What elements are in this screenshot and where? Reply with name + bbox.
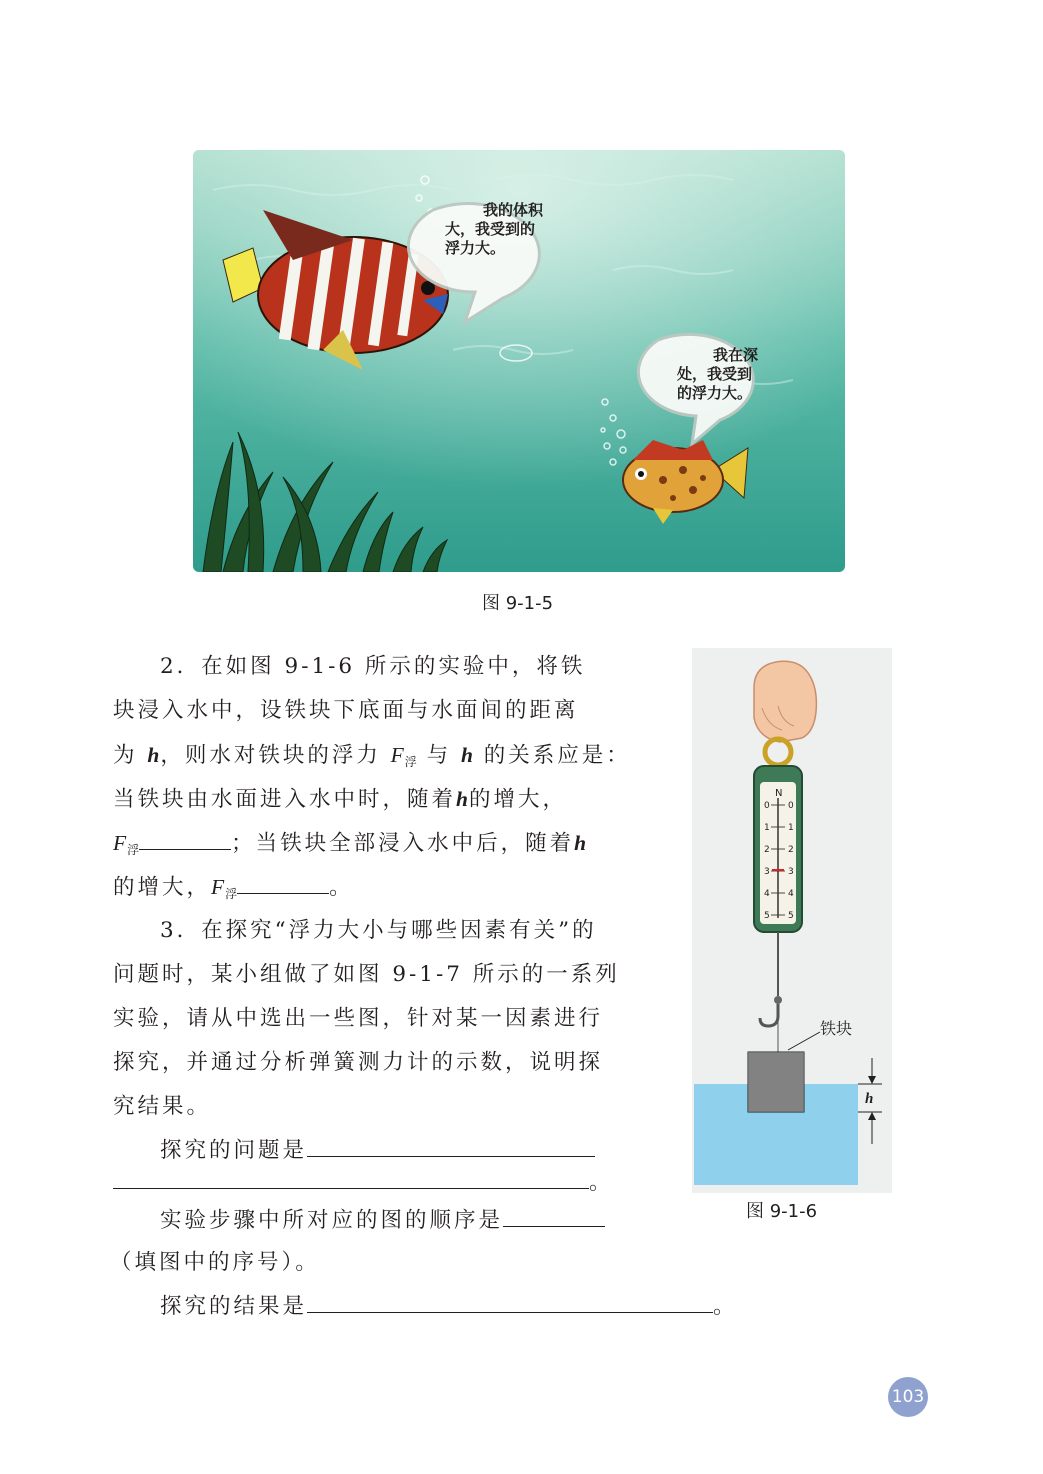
q2-line2: 块浸入水中，设铁块下底面与水面间的距离: [113, 698, 579, 723]
q3-problem-cont: 。: [113, 1161, 614, 1205]
figure-9-1-5-caption: 图 9-1-5: [482, 593, 554, 614]
figure-9-1-5-illustration: [193, 150, 845, 572]
scale-tick-label: 4: [788, 889, 794, 899]
q3-problem-blank-2[interactable]: [113, 1166, 589, 1189]
q2-answer-blank-2[interactable]: [237, 871, 329, 894]
page-number-badge: 103: [888, 1377, 928, 1417]
q3-line5: 究结果。: [113, 1094, 212, 1119]
scale-tick-label: 3: [764, 867, 770, 877]
q3-problem-blank[interactable]: [307, 1134, 595, 1157]
bubble2-line3: 的浮力大。: [677, 384, 753, 402]
h-label: h: [865, 1091, 874, 1107]
scale-tick-label: 5: [764, 911, 770, 921]
q2-line3: 为 h，则水对铁块的浮力 $F_浮$ 与 h 的关系应是：: [113, 743, 631, 769]
scale-tick-label: 1: [764, 823, 770, 833]
q2-line4: 当铁块由水面进入水中时，随着h的增大，: [113, 787, 567, 812]
iron-block-label: 铁块: [820, 1019, 853, 1038]
q2-line5: $F_浮$ ；当铁块全部浸入水中后，随着h: [113, 821, 587, 872]
scale-tick-label: 4: [764, 889, 770, 899]
scale-tick-label: 5: [788, 911, 794, 921]
scale-tick-label: 2: [764, 845, 770, 855]
q2-answer-blank-1[interactable]: [139, 827, 231, 850]
scale-tick-label: 0: [764, 801, 770, 811]
q3-result: 探究的结果是 。: [160, 1285, 738, 1329]
scale-unit: N: [775, 788, 783, 799]
figure-9-1-6-caption: 图 9-1-6: [746, 1201, 818, 1222]
scale-tick-label: 1: [788, 823, 794, 833]
q3-result-blank[interactable]: [307, 1290, 713, 1313]
figure-9-1-6-illustration: [692, 648, 892, 1193]
scale-tick-label: 2: [788, 845, 794, 855]
q3-problem: 探究的问题是: [160, 1129, 595, 1173]
q2-line6: 的增大，$F_浮$ 。: [113, 865, 354, 916]
bubble1-line1: 我的体积: [483, 201, 544, 219]
bubble2-line2: 处，我受到: [677, 365, 753, 383]
q3-order-note: （填图中的序号）。: [110, 1250, 320, 1275]
bubble2-line1: 我在深: [713, 346, 759, 364]
bubble1-line3: 浮力大。: [445, 239, 506, 257]
bubble1-line2: 大，我受到的: [445, 220, 536, 238]
q3-line1: 3．在探究“浮力大小与哪些因素有关”的: [160, 918, 597, 943]
q3-order: 实验步骤中所对应的图的顺序是: [160, 1199, 605, 1243]
q3-order-blank[interactable]: [503, 1204, 605, 1227]
q3-line4: 探究，并通过分析弹簧测力计的示数，说明探: [113, 1050, 604, 1075]
q3-line2: 问题时，某小组做了如图 9-1-7 所示的一系列: [113, 962, 620, 987]
scale-tick-label: 3: [788, 867, 794, 877]
scale-tick-label: 0: [788, 801, 794, 811]
hand-icon: [754, 661, 816, 742]
q3-line3: 实验，请从中选出一些图，针对某一因素进行: [113, 1006, 604, 1031]
q2-line1: 2．在如图 9-1-6 所示的实验中，将铁: [160, 654, 586, 679]
